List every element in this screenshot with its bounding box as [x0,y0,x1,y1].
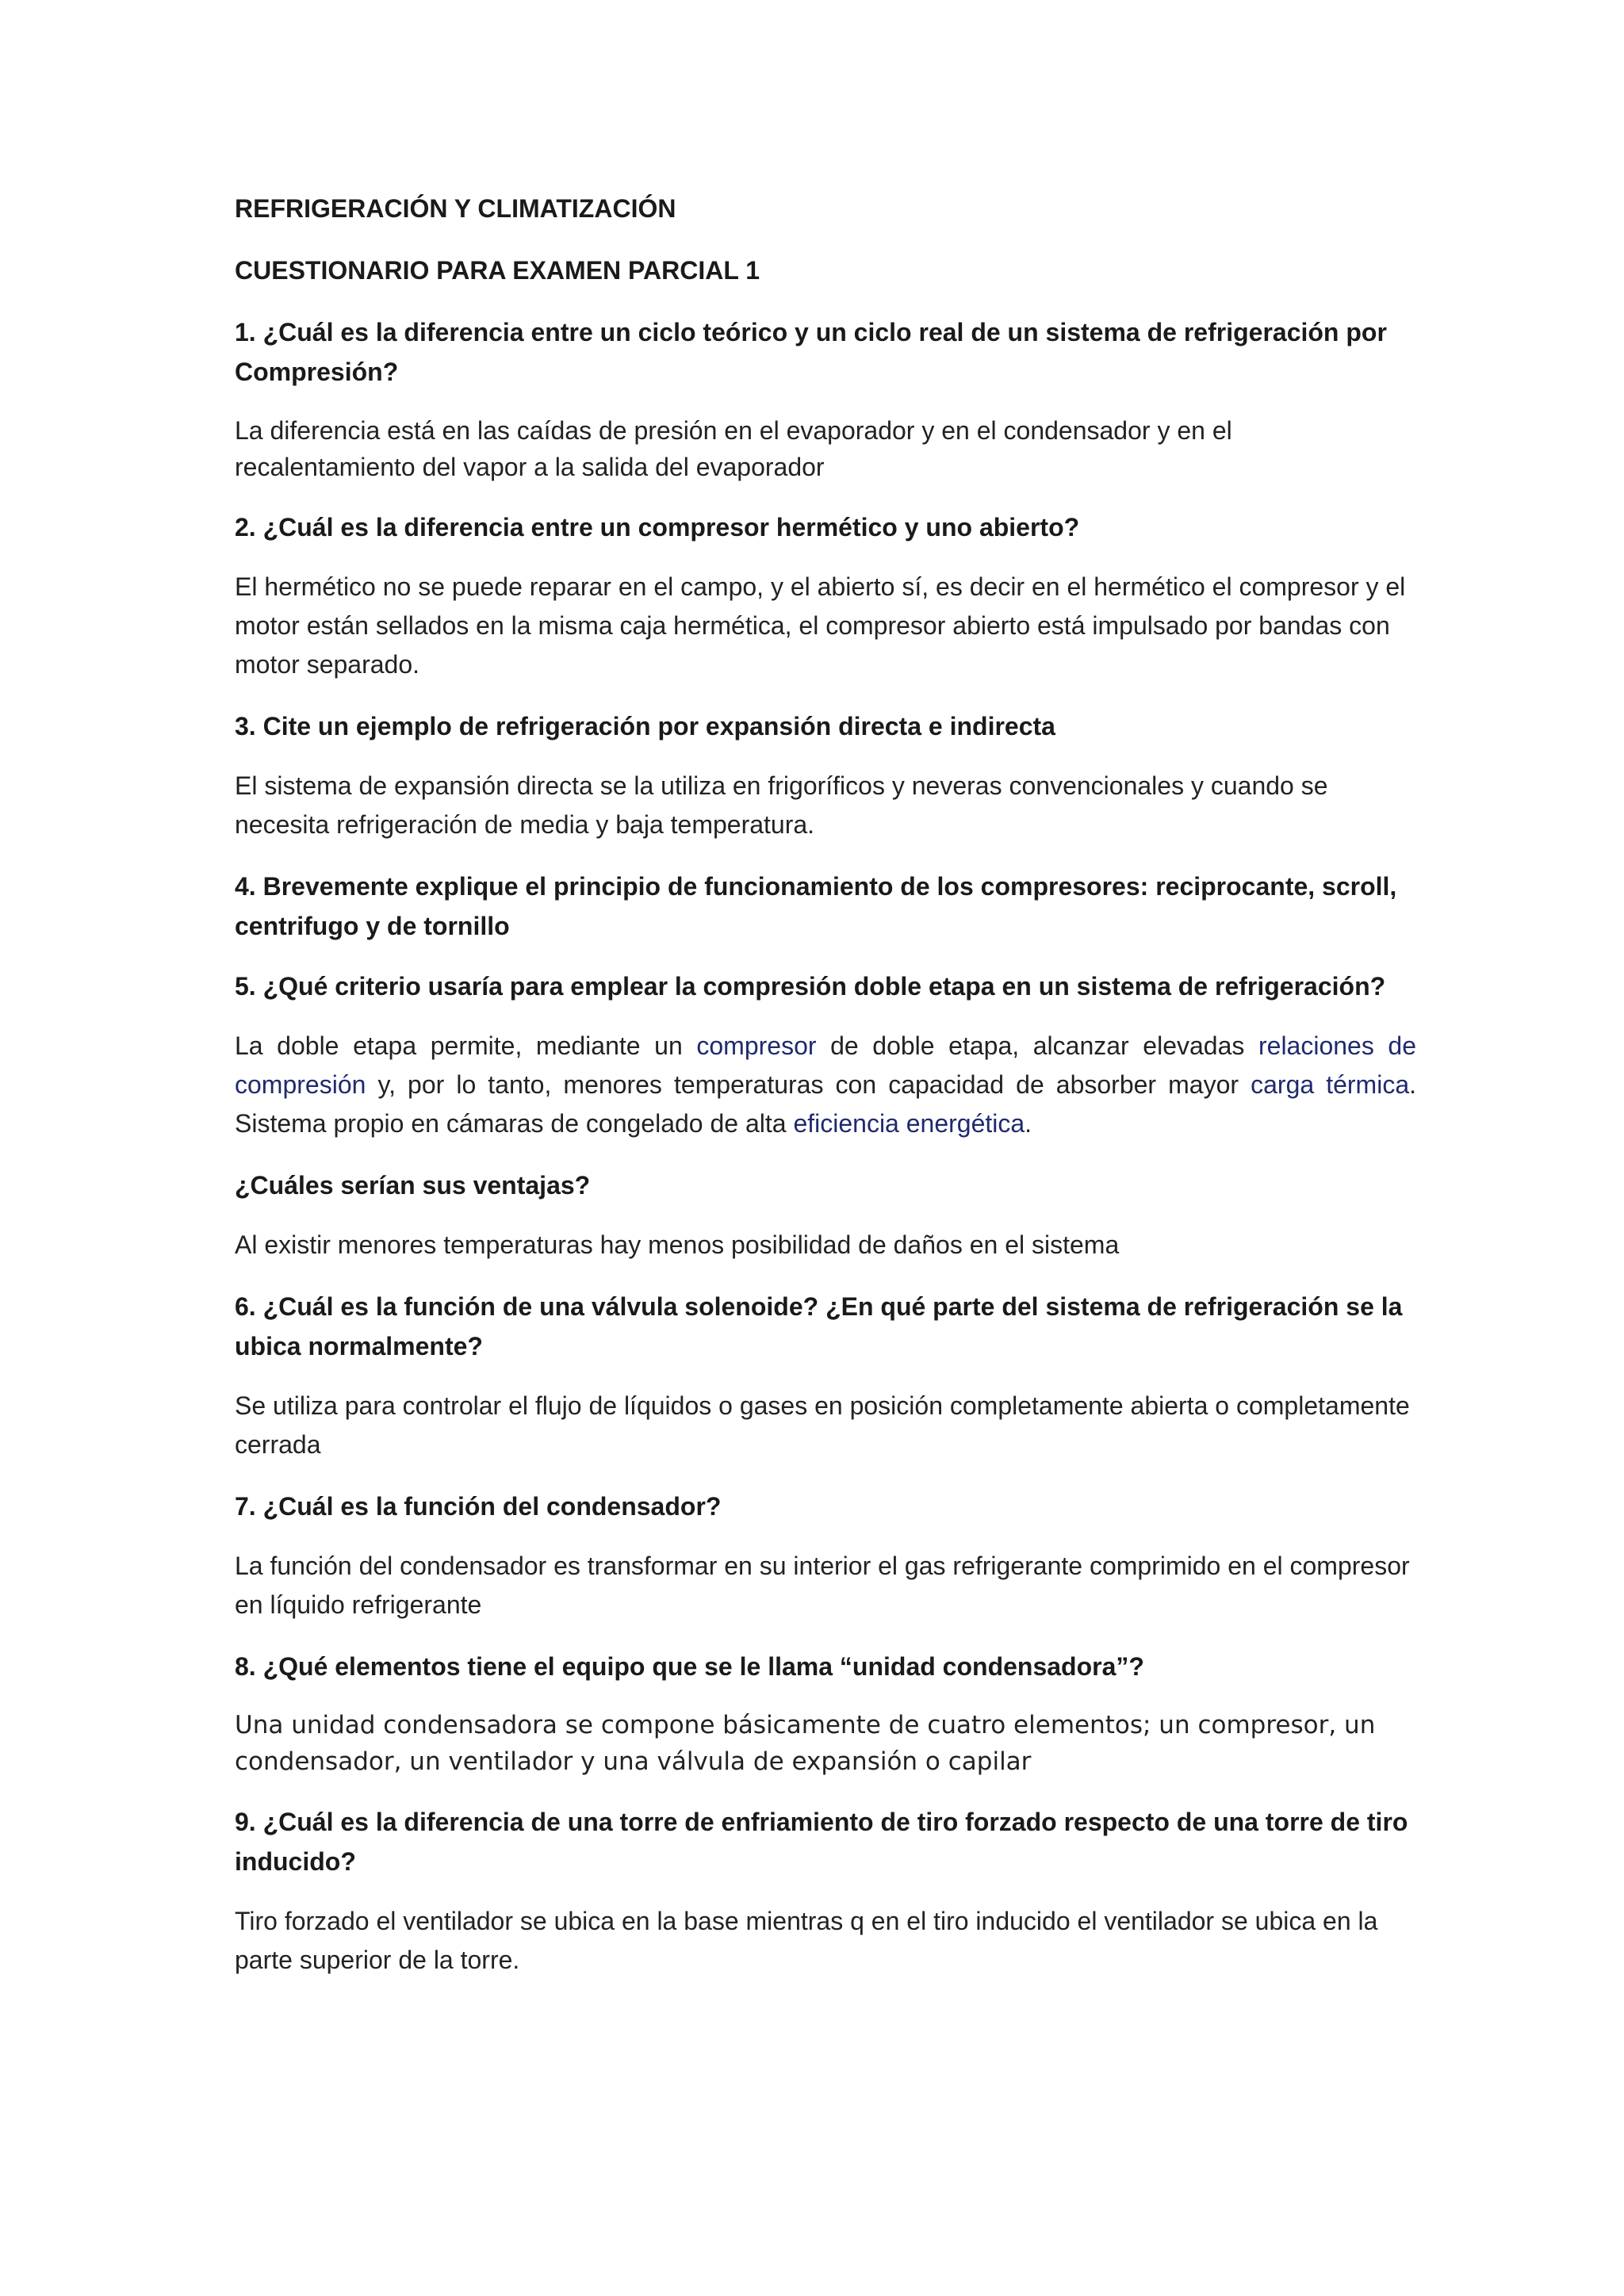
document-page [235,189,1416,2002]
answer-3: El sistema de expansión directa se la utiliza en frigoríficos y neveras convencionales y cuando se necesita refrigeración de media y baja temperatura. [235,771,1328,839]
document-title: REFRIGERACIÓN Y CLIMATIZACIÓN [235,194,676,223]
answer-5-sub: Al existir menores temperaturas hay menos posibilidad de daños en el sistema [235,1230,1120,1259]
question-9: 9. ¿Cuál es la diferencia de una torre de enfriamiento de tiro forzado respecto de una torre de tiro inducido? [235,1808,1408,1876]
question-3: 3. Cite un ejemplo de refrigeración por expansión directa e indirecta [235,712,1055,740]
link-compresor[interactable]: compresor [696,1031,817,1060]
question-7: 7. ¿Cuál es la función del condensador? [235,1492,722,1521]
answer-5-text: de doble etapa, alcanzar elevadas [816,1031,1258,1060]
question-8: 8. ¿Qué elementos tiene el equipo que se le llama “unidad condensadora”? [235,1652,1144,1681]
answer-5-text: . [1025,1109,1032,1138]
link-eficiencia-energetica[interactable]: eficiencia energética [793,1109,1025,1138]
question-5: 5. ¿Qué criterio usaría para emplear la compresión doble etapa en un sistema de refrigeración? [235,972,1386,1001]
answer-8: Una unidad condensadora se compone básicamente de cuatro elementos; un compresor, un condensador, un ventilador y una válvula de expansión o capilar [235,1711,1376,1776]
answer-9: Tiro forzado el ventilador se ubica en la base mientras q en el tiro inducido el ventilador se ubica en la parte superior de la torre. [235,1907,1378,1974]
link-relaciones-de-compresion[interactable]: relaciones de compresión [235,1031,1417,1099]
link-carga-termica[interactable]: carga térmica [1251,1070,1410,1099]
question-6: 6. ¿Cuál es la función de una válvula solenoide? ¿En qué parte del sistema de refrigeración se la ubica normalmente? [235,1292,1403,1360]
answer-5 [235,1027,1416,1143]
question-4: 4. Brevemente explique el principio de funcionamiento de los compresores: reciprocante, scroll, centrifugo y de tornillo [235,872,1397,940]
answer-6: Se utiliza para controlar el flujo de líquidos o gases en posición completamente abierta o completamente cerrada [235,1391,1410,1459]
question-1: 1. ¿Cuál es la diferencia entre un ciclo teórico y un ciclo real de un sistema de refrigeración por Compresión? [235,318,1387,386]
answer-2: El hermético no se puede reparar en el campo, y el abierto sí, es decir en el hermético el compresor y el motor están sellados en la misma caja hermética, el compresor abierto está impulsado por bandas con motor separado. [235,572,1406,679]
question-2: 2. ¿Cuál es la diferencia entre un compresor hermético y uno abierto? [235,513,1080,541]
question-5-sub: ¿Cuáles serían sus ventajas? [235,1171,591,1200]
answer-5-text: La doble etapa permite, mediante un [235,1031,697,1060]
answer-1: La diferencia está en las caídas de presión en el evaporador y en el condensador y en el recalentamiento del vapor a la salida del evaporador [235,416,1232,481]
answer-5-text: y, por lo tanto, menores temperaturas con capacidad de absorber mayor [366,1070,1251,1099]
document-subtitle: CUESTIONARIO PARA EXAMEN PARCIAL 1 [235,256,760,285]
answer-5-text: . Sistema propio en cámaras de congelado de alta [235,1070,1417,1138]
answer-7: La función del condensador es transformar en su interior el gas refrigerante comprimido en el compresor en líquido refrigerante [235,1552,1410,1619]
